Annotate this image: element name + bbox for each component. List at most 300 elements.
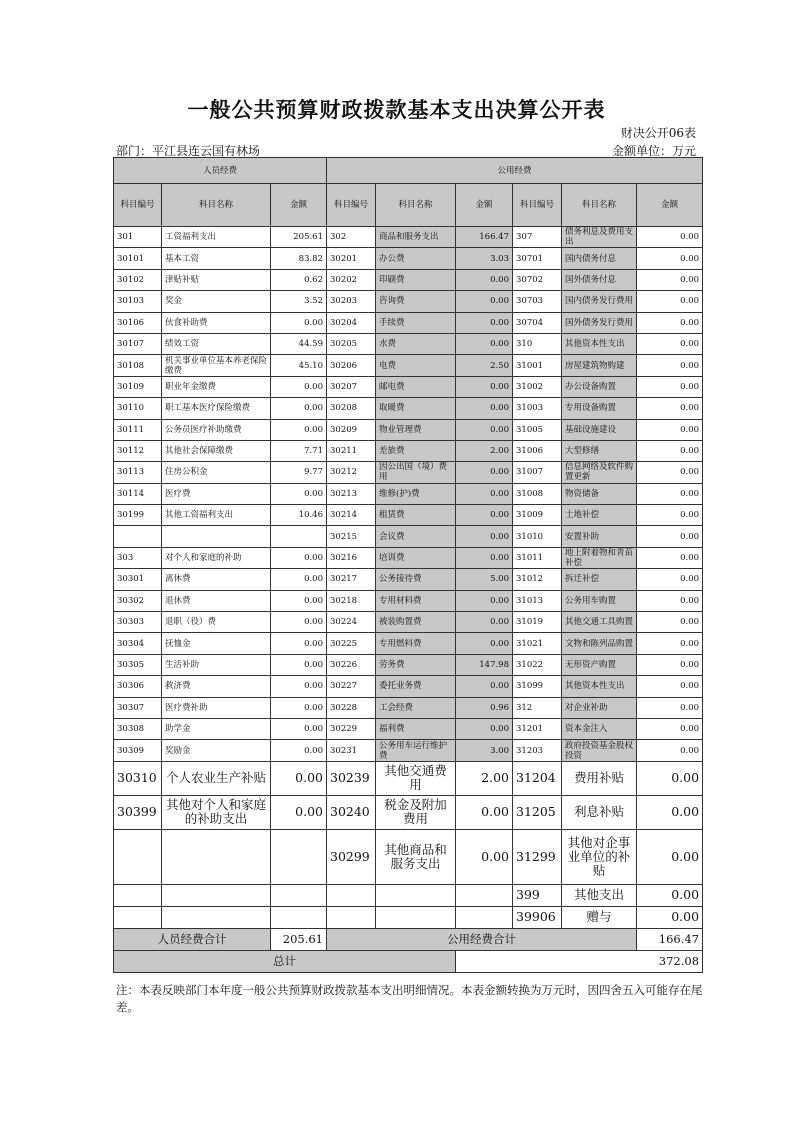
cell-code: 30240 (327, 795, 376, 829)
table-row (114, 697, 703, 718)
cell-amount: 83.82 (271, 248, 327, 269)
cell-name: 办公设备购置 (562, 376, 637, 397)
cell-code: 301 (114, 227, 162, 248)
cell-code: 30701 (513, 248, 562, 269)
cell-name: 基础设施建设 (562, 419, 637, 440)
cell-name: 劳务费 (376, 654, 456, 675)
cell-code: 30301 (114, 569, 162, 590)
section-header-row (114, 158, 703, 184)
personnel-total-label: 人员经费合计 (114, 928, 271, 950)
cell-name: 房屋建筑物购建 (562, 355, 637, 376)
cell-name: 利息补贴 (562, 795, 637, 829)
table-row (114, 884, 703, 906)
cell-name: 地上附着物和青苗补偿 (562, 547, 637, 568)
cell-name: 赠与 (562, 906, 637, 928)
cell-amount: 0.00 (456, 633, 513, 654)
col-header-amount: 金额 (456, 184, 513, 227)
cell-amount: 0.00 (637, 547, 703, 568)
cell-name: 医疗费 (162, 483, 271, 504)
cell-code: 30113 (114, 462, 162, 483)
cell-amount: 205.61 (271, 227, 327, 248)
col-header-name: 科目名称 (562, 184, 637, 227)
cell-name: 其他交通费用 (376, 761, 456, 795)
cell-code: 30231 (327, 740, 376, 761)
cell-amount: 0.00 (271, 569, 327, 590)
cell-name: 生活补助 (162, 654, 271, 675)
cell-code: 31203 (513, 740, 562, 761)
cell-amount: 0.00 (637, 398, 703, 419)
table-row (114, 355, 703, 376)
cell-code: 30239 (327, 761, 376, 795)
cell-amount: 0.00 (637, 483, 703, 504)
cell-name: 职工基本医疗保险缴费 (162, 398, 271, 419)
cell-amount: 0.00 (637, 526, 703, 547)
cell-amount: 3.52 (271, 291, 327, 312)
cell-code: 30208 (327, 398, 376, 419)
cell-name: 职业年金缴费 (162, 376, 271, 397)
cell-amount: 0.00 (637, 906, 703, 928)
cell-code: 30213 (327, 483, 376, 504)
table-row (114, 376, 703, 397)
cell-code: 30101 (114, 248, 162, 269)
unit-label: 金额单位：万元 (611, 144, 696, 158)
cell-code: 30215 (327, 526, 376, 547)
cell-name: 国内债务发行费用 (562, 291, 637, 312)
cell-amount (271, 884, 327, 906)
cell-code: 30226 (327, 654, 376, 675)
cell-amount: 5.00 (456, 569, 513, 590)
cell-code: 30399 (114, 795, 162, 829)
cell-code: 30304 (114, 633, 162, 654)
table-row (114, 633, 703, 654)
form-number: 财决公开06表 (620, 126, 696, 140)
cell-amount: 0.00 (637, 829, 703, 884)
cell-amount: 0.00 (637, 462, 703, 483)
cell-name: 奖金 (162, 291, 271, 312)
cell-code: 30309 (114, 740, 162, 761)
cell-code: 31008 (513, 483, 562, 504)
cell-amount: 0.00 (456, 483, 513, 504)
cell-name: 其他对个人和家庭的补助支出 (162, 795, 271, 829)
cell-amount: 44.59 (271, 333, 327, 354)
cell-amount: 0.00 (456, 676, 513, 697)
cell-code: 30107 (114, 333, 162, 354)
cell-name: 对企业补助 (562, 697, 637, 718)
cell-name: 办公费 (376, 248, 456, 269)
col-header-code: 科目编号 (513, 184, 562, 227)
cell-name: 国外债务付息 (562, 269, 637, 290)
table-row (114, 547, 703, 568)
cell-code: 31205 (513, 795, 562, 829)
cell-amount (456, 884, 513, 906)
cell-code: 30212 (327, 462, 376, 483)
cell-name: 专用燃料费 (376, 633, 456, 654)
table-row (114, 248, 703, 269)
cell-amount: 3.03 (456, 248, 513, 269)
cell-code: 30225 (327, 633, 376, 654)
cell-amount: 0.00 (271, 419, 327, 440)
col-header-name: 科目名称 (376, 184, 456, 227)
public-header: 公用经费 (327, 158, 703, 184)
table-row (114, 483, 703, 504)
cell-name (376, 906, 456, 928)
cell-code: 30201 (327, 248, 376, 269)
cell-code: 30702 (513, 269, 562, 290)
cell-amount: 147.98 (456, 654, 513, 675)
department-label: 部门：平江县连云国有林场 (116, 144, 261, 158)
cell-amount: 0.00 (637, 633, 703, 654)
col-header-name: 科目名称 (162, 184, 271, 227)
cell-amount: 0.00 (456, 333, 513, 354)
cell-amount: 0.00 (271, 633, 327, 654)
cell-code: 31299 (513, 829, 562, 884)
cell-code: 307 (513, 227, 562, 248)
cell-name: 国外债务发行费用 (562, 312, 637, 333)
cell-code (114, 526, 162, 547)
cell-code: 30307 (114, 697, 162, 718)
cell-code: 310 (513, 333, 562, 354)
cell-name: 因公出国（境）费用 (376, 462, 456, 483)
cell-code: 31005 (513, 419, 562, 440)
cell-name: 公务用车购置 (562, 590, 637, 611)
cell-amount (271, 526, 327, 547)
cell-name: 国内债务付息 (562, 248, 637, 269)
cell-amount: 0.00 (456, 462, 513, 483)
cell-amount: 0.00 (637, 440, 703, 461)
cell-amount: 0.00 (271, 676, 327, 697)
cell-name: 其他交通工具购置 (562, 612, 637, 633)
cell-code (114, 829, 162, 884)
cell-name: 其他对企事业单位的补贴 (562, 829, 637, 884)
table-row (114, 440, 703, 461)
cell-amount: 0.00 (456, 718, 513, 739)
cell-name: 物资储备 (562, 483, 637, 504)
cell-name: 救济费 (162, 676, 271, 697)
table-row (114, 462, 703, 483)
cell-code: 30299 (327, 829, 376, 884)
cell-amount: 0.00 (637, 419, 703, 440)
cell-code (327, 906, 376, 928)
cell-name: 委托业务费 (376, 676, 456, 697)
cell-name: 安置补助 (562, 526, 637, 547)
cell-code: 30111 (114, 419, 162, 440)
table-row (114, 291, 703, 312)
cell-code: 31006 (513, 440, 562, 461)
cell-amount: 0.00 (637, 376, 703, 397)
cell-amount: 0.00 (637, 795, 703, 829)
cell-name: 租赁费 (376, 505, 456, 526)
cell-name: 信息网络及软件购置更新 (562, 462, 637, 483)
cell-amount: 0.00 (637, 248, 703, 269)
cell-amount: 0.00 (456, 312, 513, 333)
cell-amount: 0.00 (271, 312, 327, 333)
table-row (114, 654, 703, 675)
page-title: 一般公共预算财政拨款基本支出决算公开表 (187, 97, 606, 122)
cell-code: 30308 (114, 718, 162, 739)
cell-code: 30206 (327, 355, 376, 376)
cell-amount: 0.00 (271, 718, 327, 739)
cell-name: 电费 (376, 355, 456, 376)
col-header-code: 科目编号 (327, 184, 376, 227)
cell-amount: 0.00 (456, 526, 513, 547)
cell-code: 30108 (114, 355, 162, 376)
cell-name: 绩效工资 (162, 333, 271, 354)
cell-name (162, 906, 271, 928)
table-row (114, 740, 703, 761)
table-row (114, 398, 703, 419)
cell-code: 30110 (114, 398, 162, 419)
grand-total-row (114, 950, 703, 972)
cell-amount: 0.00 (456, 829, 513, 884)
cell-amount (456, 906, 513, 928)
cell-code: 302 (327, 227, 376, 248)
cell-amount: 9.77 (271, 462, 327, 483)
cell-name: 政府投资基金股权投资 (562, 740, 637, 761)
cell-name: 资本金注入 (562, 718, 637, 739)
cell-name: 邮电费 (376, 376, 456, 397)
cell-name (162, 884, 271, 906)
cell-name: 税金及附加费用 (376, 795, 456, 829)
cell-code: 30204 (327, 312, 376, 333)
table-row (114, 569, 703, 590)
cell-amount: 0.00 (456, 419, 513, 440)
cell-amount: 0.00 (637, 740, 703, 761)
col-header-amount: 金额 (637, 184, 703, 227)
cell-amount: 45.10 (271, 355, 327, 376)
cell-code: 31010 (513, 526, 562, 547)
table-row (114, 526, 703, 547)
cell-name: 住房公积金 (162, 462, 271, 483)
cell-amount: 2.00 (456, 440, 513, 461)
cell-code: 30102 (114, 269, 162, 290)
cell-name: 被装购置费 (376, 612, 456, 633)
cell-name (162, 829, 271, 884)
cell-name: 物业管理费 (376, 419, 456, 440)
cell-name: 会议费 (376, 526, 456, 547)
cell-code: 31012 (513, 569, 562, 590)
cell-amount: 0.00 (271, 697, 327, 718)
cell-amount: 0.00 (456, 269, 513, 290)
subtotal-row (114, 928, 703, 950)
cell-code: 30224 (327, 612, 376, 633)
cell-name: 取暖费 (376, 398, 456, 419)
cell-code: 30310 (114, 761, 162, 795)
cell-code: 39906 (513, 906, 562, 928)
cell-amount: 0.00 (456, 590, 513, 611)
cell-amount: 0.00 (637, 269, 703, 290)
cell-name (162, 526, 271, 547)
cell-name: 其他资本性支出 (562, 333, 637, 354)
cell-code: 31002 (513, 376, 562, 397)
cell-amount: 0.00 (456, 505, 513, 526)
cell-name: 工资福利支出 (162, 227, 271, 248)
cell-name: 医疗费补助 (162, 697, 271, 718)
cell-amount: 0.96 (456, 697, 513, 718)
cell-code: 30303 (114, 612, 162, 633)
cell-code: 30114 (114, 483, 162, 504)
cell-code: 31204 (513, 761, 562, 795)
cell-code: 30205 (327, 333, 376, 354)
table-row (114, 419, 703, 440)
cell-name: 基本工资 (162, 248, 271, 269)
cell-code: 312 (513, 697, 562, 718)
cell-amount: 0.00 (637, 612, 703, 633)
cell-amount: 0.00 (637, 654, 703, 675)
table-row (114, 269, 703, 290)
cell-code: 30202 (327, 269, 376, 290)
cell-amount: 0.00 (271, 740, 327, 761)
cell-name: 土地补偿 (562, 505, 637, 526)
cell-name: 助学金 (162, 718, 271, 739)
cell-amount: 0.00 (271, 612, 327, 633)
cell-amount: 0.00 (637, 291, 703, 312)
cell-code: 30203 (327, 291, 376, 312)
table-row (114, 676, 703, 697)
cell-code: 30106 (114, 312, 162, 333)
personnel-total-value: 205.61 (271, 928, 327, 950)
cell-amount: 0.00 (637, 884, 703, 906)
cell-name: 对个人和家庭的补助 (162, 547, 271, 568)
cell-code: 30207 (327, 376, 376, 397)
cell-name: 其他支出 (562, 884, 637, 906)
cell-name: 培训费 (376, 547, 456, 568)
cell-code (114, 884, 162, 906)
cell-amount: 0.00 (271, 761, 327, 795)
cell-amount: 0.00 (456, 398, 513, 419)
cell-amount: 0.00 (456, 547, 513, 568)
table-row (114, 718, 703, 739)
cell-name: 退休费 (162, 590, 271, 611)
cell-code: 30302 (114, 590, 162, 611)
cell-name: 咨询费 (376, 291, 456, 312)
cell-code (114, 906, 162, 928)
cell-name: 公务接待费 (376, 569, 456, 590)
cell-amount (271, 829, 327, 884)
cell-name: 机关事业单位基本养老保险缴费 (162, 355, 271, 376)
cell-name: 其他工资福利支出 (162, 505, 271, 526)
table-row (114, 761, 703, 795)
cell-code: 30209 (327, 419, 376, 440)
cell-amount: 0.00 (637, 697, 703, 718)
cell-code: 399 (513, 884, 562, 906)
cell-name: 专用材料费 (376, 590, 456, 611)
cell-amount: 0.00 (271, 376, 327, 397)
footnote: 注：本表反映部门本年度一般公共预算财政拨款基本支出明细情况。本表金额转换为万元时，因四舍五入可能存在尾差。 (116, 983, 703, 1014)
cell-code: 30217 (327, 569, 376, 590)
cell-code: 31019 (513, 612, 562, 633)
cell-code (327, 884, 376, 906)
cell-amount (271, 906, 327, 928)
cell-name: 工会经费 (376, 697, 456, 718)
cell-code: 30305 (114, 654, 162, 675)
cell-amount: 0.00 (456, 376, 513, 397)
cell-code: 31201 (513, 718, 562, 739)
cell-name: 印刷费 (376, 269, 456, 290)
cell-amount: 0.00 (271, 795, 327, 829)
cell-code: 30227 (327, 676, 376, 697)
cell-name: 离休费 (162, 569, 271, 590)
table-row (114, 312, 703, 333)
cell-name: 公务员医疗补助缴费 (162, 419, 271, 440)
cell-code: 30229 (327, 718, 376, 739)
budget-table (113, 157, 703, 973)
grand-total-label: 总计 (114, 950, 456, 972)
cell-code: 30103 (114, 291, 162, 312)
cell-name: 债务利息及费用支出 (562, 227, 637, 248)
table-row (114, 333, 703, 354)
cell-amount: 0.00 (271, 590, 327, 611)
cell-name: 手续费 (376, 312, 456, 333)
cell-name: 个人农业生产补贴 (162, 761, 271, 795)
cell-name (376, 884, 456, 906)
public-total-value: 166.47 (637, 928, 703, 950)
cell-name: 文物和陈列品购置 (562, 633, 637, 654)
cell-amount: 3.00 (456, 740, 513, 761)
cell-name: 其他资本性支出 (562, 676, 637, 697)
cell-name: 差旅费 (376, 440, 456, 461)
cell-amount: 10.46 (271, 505, 327, 526)
cell-code: 30703 (513, 291, 562, 312)
cell-code: 31011 (513, 547, 562, 568)
cell-name: 水费 (376, 333, 456, 354)
table-row (114, 505, 703, 526)
cell-code: 30306 (114, 676, 162, 697)
cell-name: 津贴补贴 (162, 269, 271, 290)
cell-code: 30199 (114, 505, 162, 526)
cell-amount: 0.00 (456, 291, 513, 312)
cell-name: 专用设备购置 (562, 398, 637, 419)
cell-code: 30216 (327, 547, 376, 568)
cell-code: 31009 (513, 505, 562, 526)
table-row (114, 227, 703, 248)
column-header-row (114, 184, 703, 227)
cell-name: 其他商品和服务支出 (376, 829, 456, 884)
table-row (114, 829, 703, 884)
cell-amount: 7.71 (271, 440, 327, 461)
cell-name: 伙食补助费 (162, 312, 271, 333)
personnel-header: 人员经费 (114, 158, 327, 184)
cell-code: 31021 (513, 633, 562, 654)
cell-amount: 0.00 (637, 569, 703, 590)
cell-name: 拆迁补偿 (562, 569, 637, 590)
cell-code: 30112 (114, 440, 162, 461)
cell-name: 退职（役）费 (162, 612, 271, 633)
cell-name: 无形资产购置 (562, 654, 637, 675)
cell-name: 其他社会保障缴费 (162, 440, 271, 461)
table-row (114, 590, 703, 611)
table-row (114, 612, 703, 633)
cell-name: 维修(护)费 (376, 483, 456, 504)
cell-name: 公务用车运行维护费 (376, 740, 456, 761)
table-row (114, 795, 703, 829)
public-total-label: 公用经费合计 (327, 928, 637, 950)
cell-name: 福利费 (376, 718, 456, 739)
cell-amount: 0.00 (637, 718, 703, 739)
cell-code: 30109 (114, 376, 162, 397)
cell-amount: 0.00 (271, 483, 327, 504)
cell-code: 31001 (513, 355, 562, 376)
col-header-amount: 金额 (271, 184, 327, 227)
cell-code: 30211 (327, 440, 376, 461)
cell-name: 大型修缮 (562, 440, 637, 461)
cell-amount: 0.00 (271, 398, 327, 419)
cell-name: 费用补贴 (562, 761, 637, 795)
cell-code: 31003 (513, 398, 562, 419)
cell-amount: 166.47 (456, 227, 513, 248)
cell-code: 31007 (513, 462, 562, 483)
cell-code: 31099 (513, 676, 562, 697)
cell-name: 抚恤金 (162, 633, 271, 654)
